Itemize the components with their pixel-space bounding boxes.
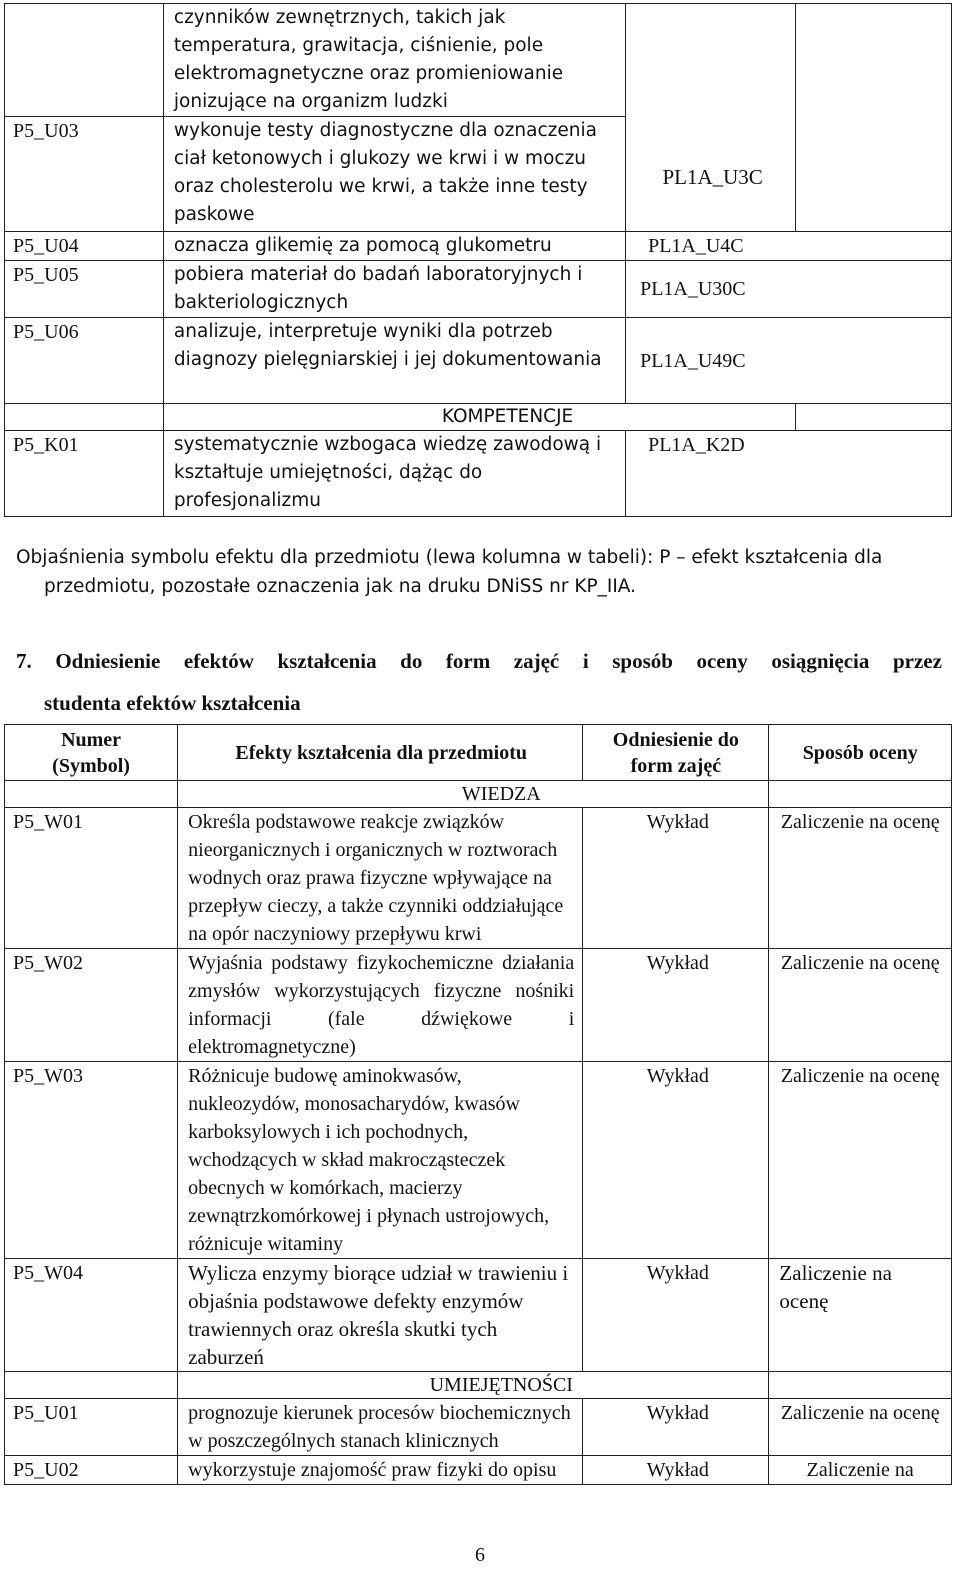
- table-row: [5, 1062, 952, 1259]
- table-row: [5, 4, 952, 117]
- heading-word: do: [400, 649, 423, 673]
- outcome-code: P5_W03: [5, 1062, 178, 1259]
- section-row: [5, 781, 952, 808]
- heading-word: Odniesienie: [55, 649, 161, 673]
- note-line-1: Objaśnienia symbolu efektu dla przedmiotu (lewa kolumna w tabeli): P – efekt kształcenia dla: [16, 547, 883, 568]
- outcome-code: P5_U05: [5, 261, 164, 318]
- assessment-method: Zaliczenie na: [769, 1456, 952, 1485]
- section-kompetencje: KOMPETENCJE: [163, 404, 795, 431]
- outcome-description: prognozuje kierunek procesów biochemicznych w poszczególnych stanach klinicznych: [178, 1399, 583, 1456]
- outcome-reference: PL1A_K2D: [626, 431, 952, 517]
- teaching-form: Wykład: [583, 1399, 769, 1456]
- column-header-outcomes: Efekty kształcenia dla przedmiotu: [178, 725, 583, 781]
- table-row: [5, 318, 952, 404]
- outcome-code: P5_W02: [5, 949, 178, 1062]
- outcome-description: Wylicza enzymy biorące udział w trawieniu i objaśnia podstawowe defekty enzymów trawiennych oraz określa skutki tych zaburzeń: [178, 1259, 583, 1372]
- column-header-forms: Odniesienie do form zajęć: [583, 725, 769, 781]
- outcome-code: P5_U06: [5, 318, 164, 404]
- section-umiejetnosci: UMIEJĘTNOŚCI: [178, 1372, 769, 1399]
- empty-cell: [5, 781, 178, 808]
- section-row: [5, 1372, 952, 1399]
- outcome-code: P5_W04: [5, 1259, 178, 1372]
- outcome-description: Wyjaśnia podstawy fizykochemiczne działania zmysłów wykorzystujących fizyczne nośniki informacji (fale dźwiękowe i elektromagnetyczne): [178, 949, 583, 1062]
- outcome-code: P5_U04: [5, 232, 164, 261]
- table-row: [5, 1259, 952, 1372]
- outcome-description: systematycznie wzbogaca wiedzę zawodową i kształtuje umiejętności, dążąc do profesjonalizmu: [163, 431, 625, 517]
- assessment-method: Zaliczenie na ocenę: [769, 1399, 952, 1456]
- outcome-code: P5_U01: [5, 1399, 178, 1456]
- assessment-method: Zaliczenie na ocenę: [769, 1062, 952, 1259]
- outcome-code: P5_K01: [5, 431, 164, 517]
- note-line-2: przedmiotu, pozostałe oznaczenia jak na druku DNiSS nr KP_IIA.: [44, 576, 636, 597]
- heading-word: zajęć: [513, 649, 560, 673]
- page-number: 6: [475, 1544, 485, 1566]
- outcome-description: czynników zewnętrznych, takich jak temperatura, grawitacja, ciśnienie, pole elektromagnetyczne oraz promieniowanie jonizujące na organizm ludzki: [163, 4, 625, 117]
- table-row: [5, 1399, 952, 1456]
- heading-word: sposób: [612, 649, 673, 673]
- outcome-description: wykonuje testy diagnostyczne dla oznaczenia ciał ketonowych i glukozy we krwi i w moczu oraz cholesterolu we krwi, a także inne testy paskowe: [163, 117, 625, 232]
- outcome-reference: PL1A_U49C: [626, 318, 952, 404]
- teaching-form: Wykład: [583, 808, 769, 949]
- column-header-number: Numer (Symbol): [5, 725, 178, 781]
- empty-cell: [796, 404, 952, 431]
- heading-word: przez: [892, 649, 942, 673]
- section-heading: [16, 640, 942, 724]
- heading-word: i: [582, 649, 589, 673]
- outcomes-assessment-table: [4, 724, 952, 1485]
- table-row: [5, 261, 952, 318]
- section-row: [5, 404, 952, 431]
- heading-word: form: [445, 649, 491, 673]
- outcome-reference: PL1A_U3C: [626, 4, 796, 232]
- learning-outcomes-table: [4, 3, 952, 517]
- heading-line-2: studenta efektów kształcenia: [44, 691, 301, 715]
- empty-cell: [5, 404, 164, 431]
- outcome-description: Określa podstawowe reakcje związków nieorganicznych i organicznych w roztworach wodnych oraz prawa fizyczne wpływające na przepływ cieczy, a także czynniki oddziałujące na opór naczyniowy przepływu krwi: [178, 808, 583, 949]
- outcome-description: oznacza glikemię za pomocą glukometru: [163, 232, 625, 261]
- outcome-description: Różnicuje budowę aminokwasów, nukleozydów, monosacharydów, kwasów karboksylowych i ich pochodnych, wchodzących w skład makrocząsteczek obecnych w komórkach, macierzy zewnątrzkomórkowej i płynach ustrojowych, różnicuje witaminy: [178, 1062, 583, 1259]
- empty-cell: [796, 4, 952, 232]
- empty-cell: [769, 781, 952, 808]
- teaching-form: Wykład: [583, 1062, 769, 1259]
- column-header-assessment: Sposób oceny: [769, 725, 952, 781]
- heading-word: efektów: [183, 649, 254, 673]
- heading-word: osiągnięcia: [771, 649, 870, 673]
- outcome-code: [5, 4, 164, 117]
- section-wiedza: WIEDZA: [178, 781, 769, 808]
- heading-line-1: [16, 640, 942, 682]
- table-header-row: [5, 725, 952, 781]
- outcome-reference: PL1A_U4C: [626, 232, 952, 261]
- teaching-form: Wykład: [583, 1259, 769, 1372]
- table-row: [5, 232, 952, 261]
- teaching-form: Wykład: [583, 949, 769, 1062]
- assessment-method: Zaliczenie na ocenę: [769, 808, 952, 949]
- outcome-description: wykorzystuje znajomość praw fizyki do opisu: [178, 1456, 583, 1485]
- table-row: [5, 431, 952, 517]
- outcome-code: P5_U03: [5, 117, 164, 232]
- symbol-explanation-note: [16, 543, 946, 601]
- heading-word: kształcenia: [277, 649, 377, 673]
- empty-cell: [769, 1372, 952, 1399]
- table-row: [5, 949, 952, 1062]
- teaching-form: Wykład: [583, 1456, 769, 1485]
- outcome-code: P5_W01: [5, 808, 178, 949]
- table-row: [5, 1456, 952, 1485]
- outcome-reference: PL1A_U30C: [626, 261, 952, 318]
- empty-cell: [5, 1372, 178, 1399]
- table-row: [5, 808, 952, 949]
- heading-word: oceny: [696, 649, 748, 673]
- outcome-description: pobiera materiał do badań laboratoryjnych i bakteriologicznych: [163, 261, 625, 318]
- heading-number: 7.: [16, 649, 32, 673]
- assessment-method: Zaliczenie na ocenę: [769, 1259, 952, 1372]
- outcome-description: analizuje, interpretuje wyniki dla potrzeb diagnozy pielęgniarskiej i jej dokumentowania: [163, 318, 625, 404]
- outcome-code: P5_U02: [5, 1456, 178, 1485]
- assessment-method: Zaliczenie na ocenę: [769, 949, 952, 1062]
